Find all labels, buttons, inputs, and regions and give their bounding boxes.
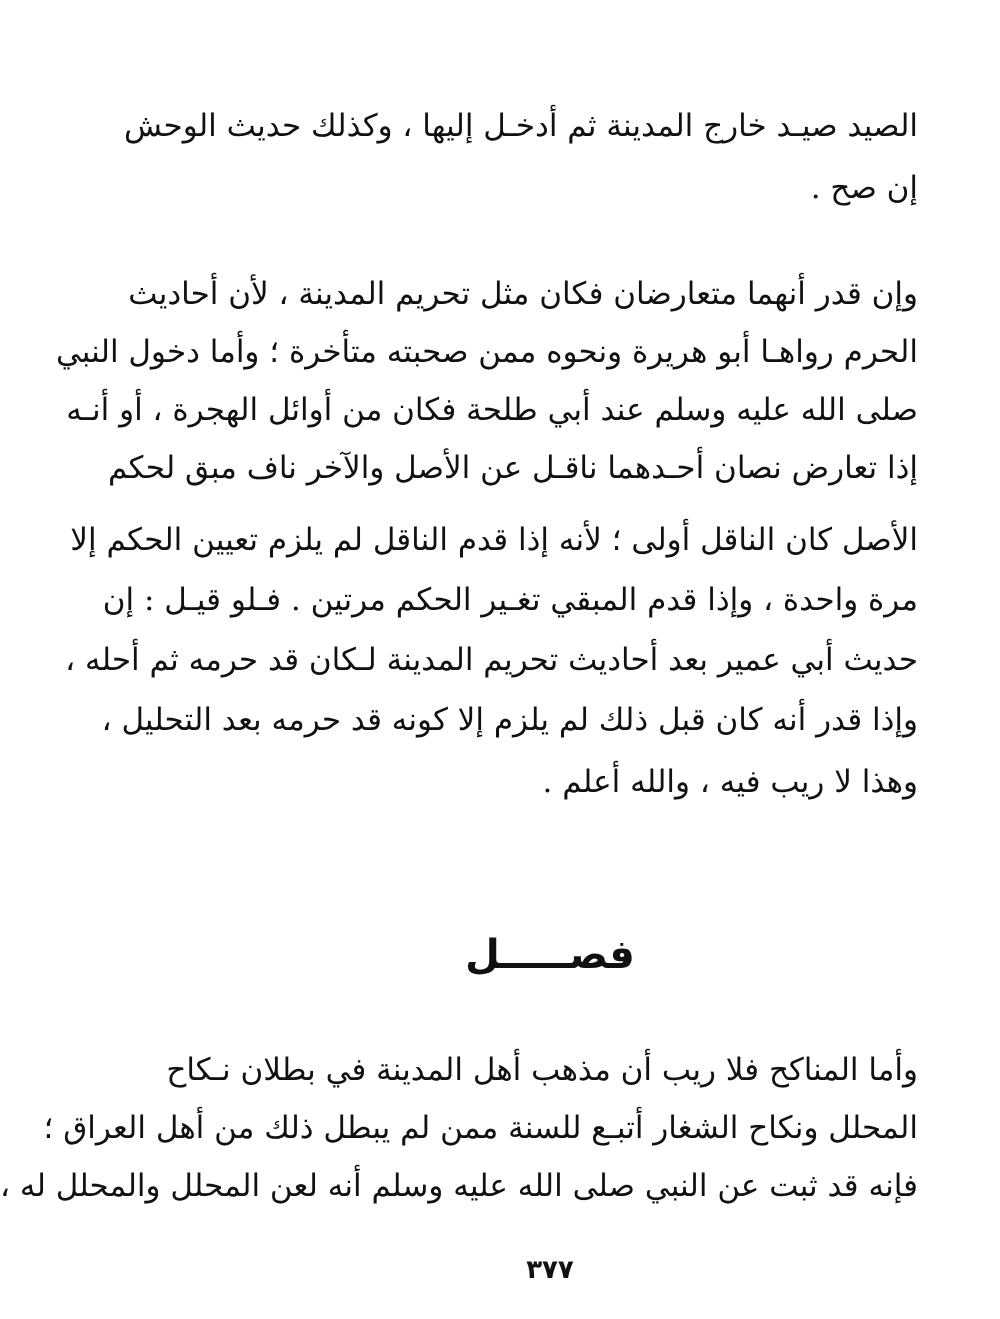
text-line: وإذا قدر أنه كان قبل ذلك لم يلزم إلا كونه قد حرمه بعد التحليل ،: [101, 702, 918, 738]
text-line: المحلل ونكاح الشغار أتبـع للسنة ممن لم يبطل ذلك من أهل العراق ؛: [43, 1110, 918, 1146]
text-line: وإن قدر أنهما متعارضان فكان مثل تحريم المدينة ، لأن أحاديث: [128, 276, 918, 312]
text-line: إن صح .: [810, 170, 918, 206]
text-line: وأما المناكح فلا ريب أن مذهب أهل المدينة في بطلان نـكاح: [166, 1052, 918, 1088]
text-line: الصيد صيـد خارج المدينة ثم أدخـل إليها ، وكذلك حديث الوحش: [124, 108, 918, 144]
text-line: وهذا لا ريب فيه ، والله أعلم .: [542, 764, 918, 800]
text-line: صلى الله عليه وسلم عند أبي طلحة فكان من أوائل الهجرة ، أو أنـه: [66, 392, 918, 428]
text-line: الأصل كان الناقل أولى ؛ لأنه إذا قدم الناقل لم يلزم تعيين الحكم إلا: [70, 522, 918, 558]
page-number: ٣٧٧: [526, 1255, 574, 1285]
text-line: الحرم رواهـا أبو هريرة ونحوه ممن صحبته متأخرة ؛ وأما دخول النبي: [55, 334, 918, 370]
text-line: مرة واحدة ، وإذا قدم المبقي تغـير الحكم مرتين . فـلو قيـل : إن: [102, 582, 918, 618]
text-line: إذا تعارض نصان أحـدهما ناقـل عن الأصل والآخر ناف مبق لحكم: [107, 450, 918, 486]
section-heading: فصـــــل: [465, 932, 635, 978]
text-line: حديث أبي عمير بعد أحاديث تحريم المدينة لـكان قد حرمه ثم أحله ،: [65, 642, 918, 678]
text-line: فإنه قد ثبت عن النبي صلى الله عليه وسلم أنه لعن المحلل والمحلل له ،: [0, 1168, 918, 1204]
